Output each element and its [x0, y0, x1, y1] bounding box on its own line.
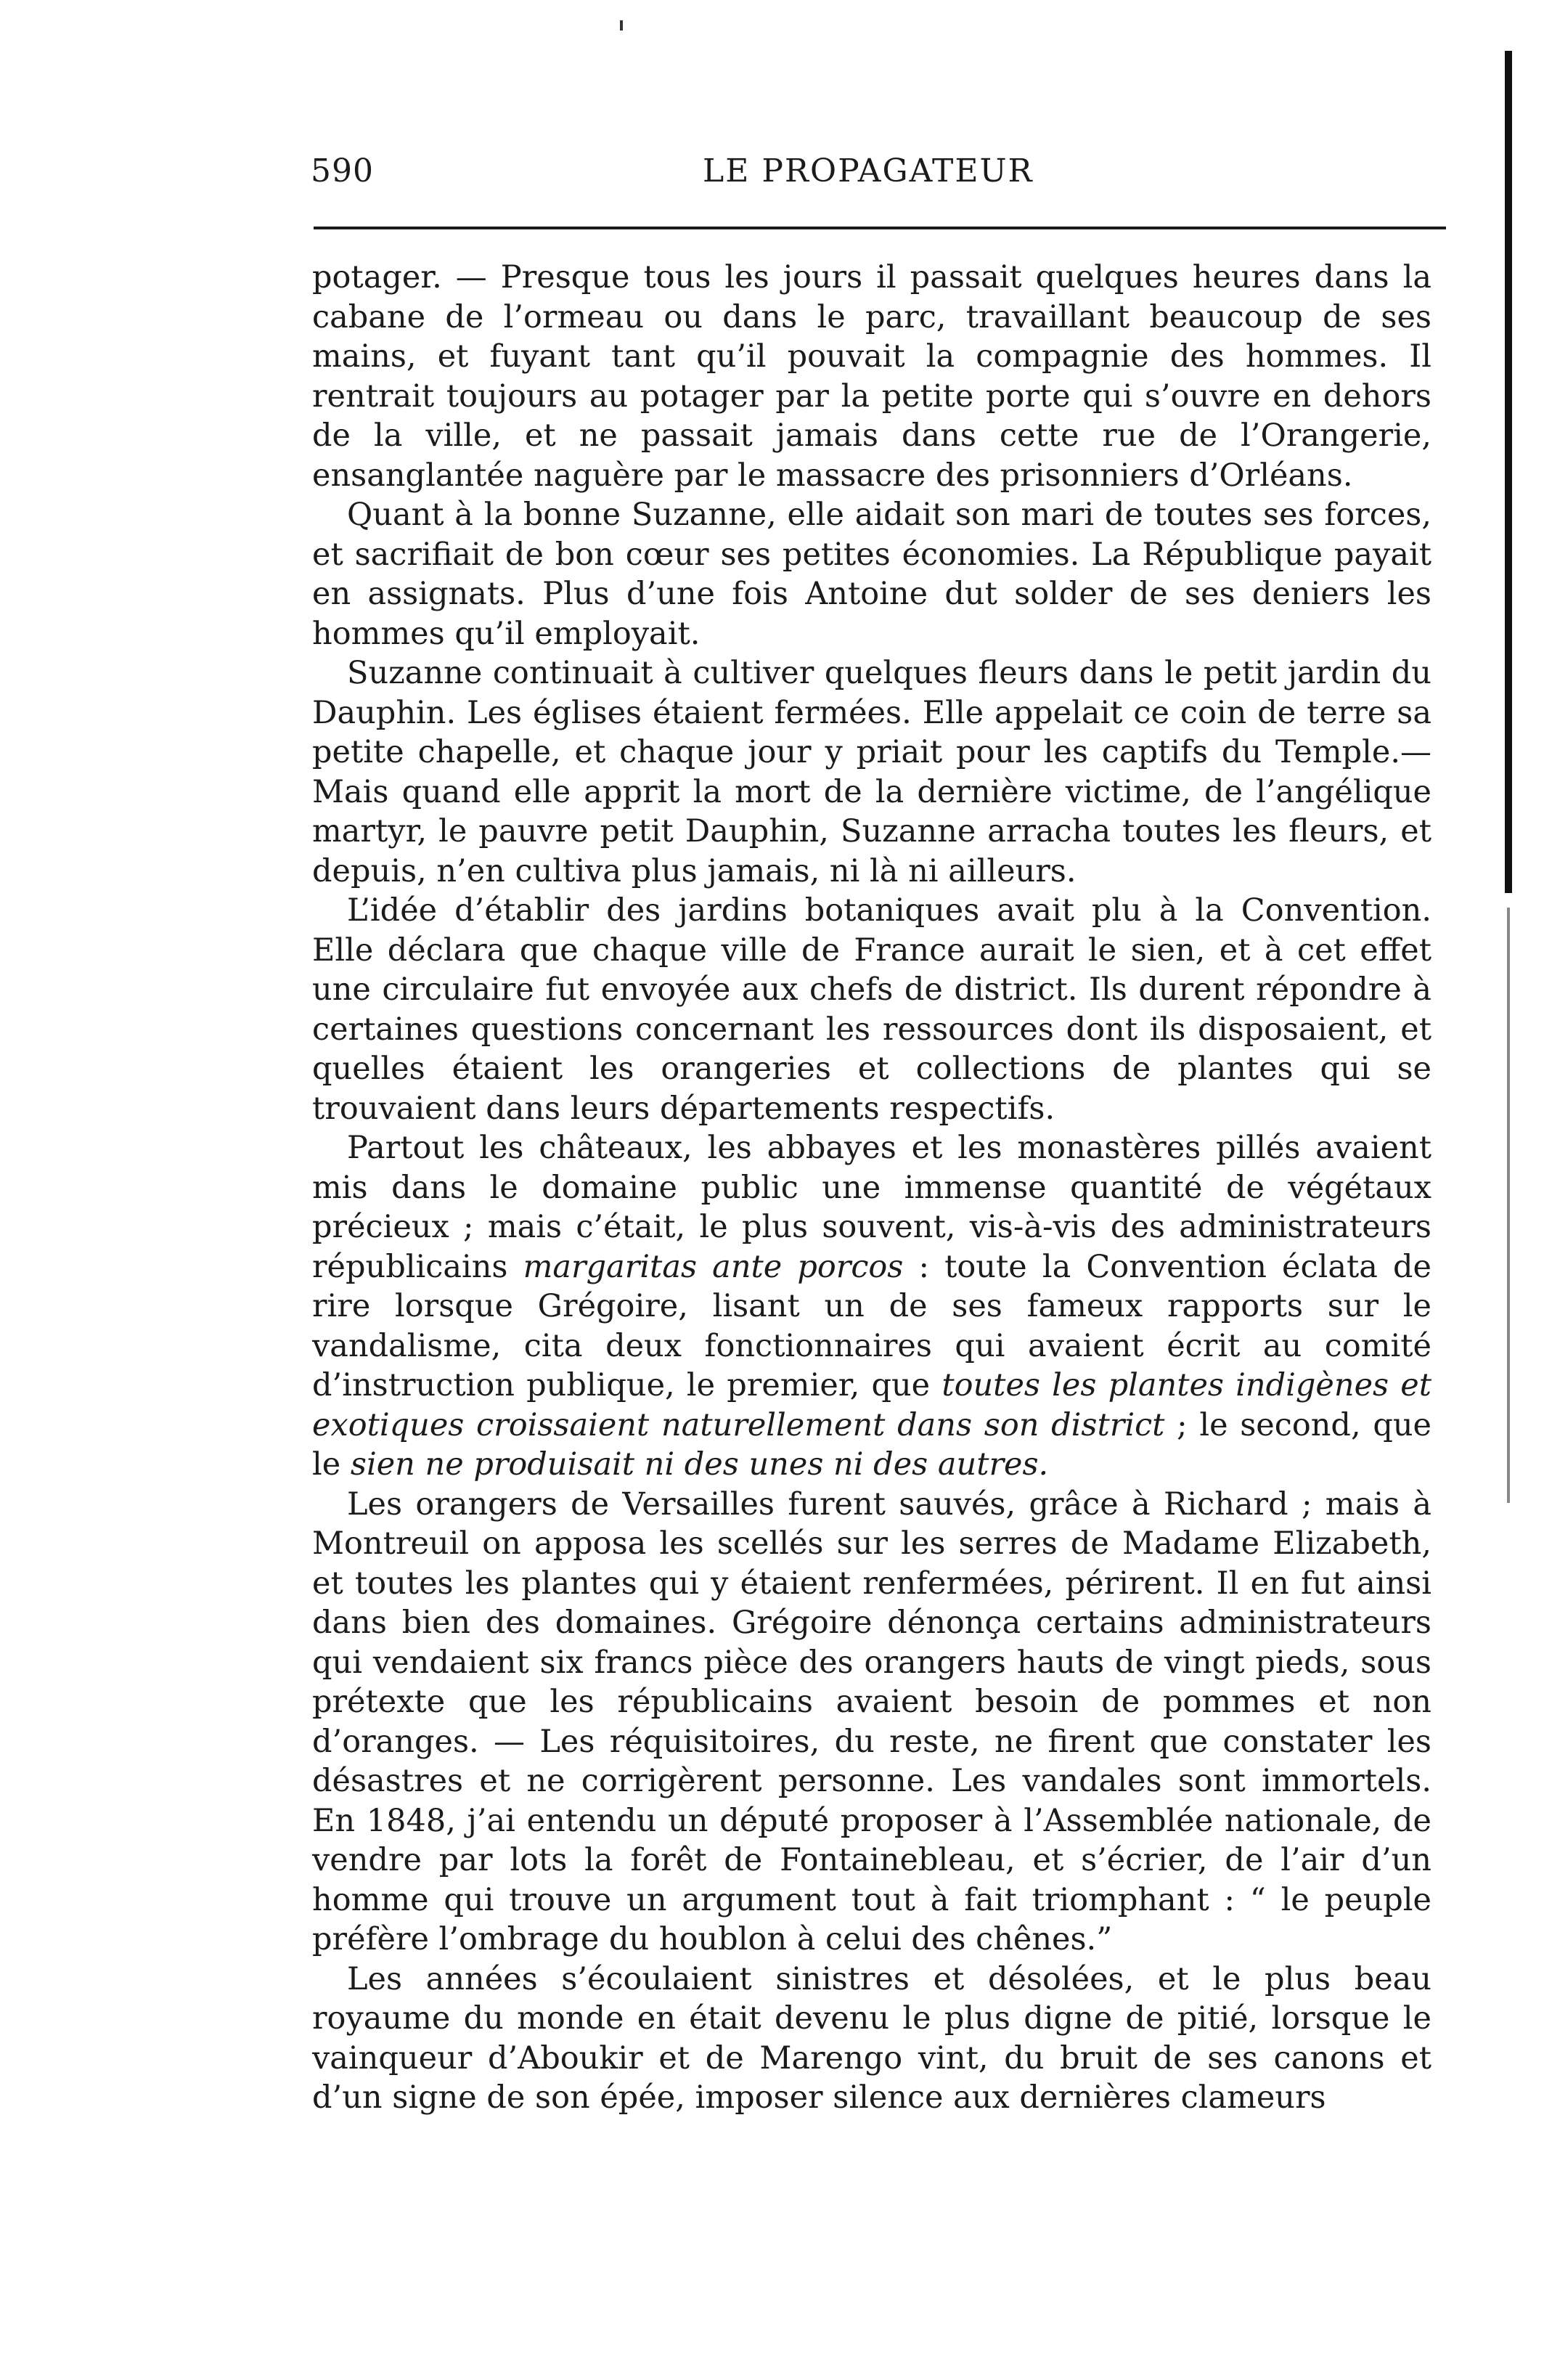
paragraph-2: Quant à la bonne Suzanne, elle aidait son mari de toutes ses forces, et sacrifiait de bon cœur ses petites économies. La République payait en assignats. Plus d’une fois Antoine dut solder de ses deniers les hommes qu’il employait.	[312, 497, 1431, 652]
paragraph-5-part-e: ; le second, que le	[312, 1406, 1431, 1483]
page-number: 590	[311, 152, 374, 189]
page-edge-shadow-lower	[1507, 908, 1510, 1503]
italic-quote-2: sien ne produisait ni des unes ni des autres.	[350, 1446, 1049, 1483]
paragraph-3: Suzanne continuait à cultiver quelques fleurs dans le petit jardin du Dauphin. Les églises étaient fermées. Elle appelait ce coin de terre sa petite chapelle, et chaque jour y priait pour les captifs du Temple.—Mais quand elle apprit la mort de la dernière victime, de l’angélique martyr, le pauvre petit Dauphin, Suzanne arracha toutes les fleurs, et depuis, n’en cultiva plus jamais, ni là ni ailleurs.	[312, 655, 1431, 889]
paragraph-4: L’idée d’établir des jardins botaniques avait plu à la Convention. Elle déclara que chaque ville de France aurait le sien, et à cet effet une circulaire fut envoyée aux chefs de district. Ils durent répondre à certaines questions concernant les ressources dont ils disposaient, et quelles étaient les orangeries et collections de plantes qui se trouvaient dans leurs départements respectifs.	[312, 892, 1431, 1127]
latin-phrase: margaritas ante porcos	[523, 1248, 904, 1285]
italic-quote-1: toutes les plantes indigènes et exotiques croissaient naturellement dans son district	[312, 1367, 1431, 1443]
paragraph-6: Les orangers de Versailles furent sauvés, grâce à Richard ; mais à Montreuil on apposa les scellés sur les serres de Madame Elizabeth, et toutes les plantes qui y étaient renfermées, périrent. Il en fut ainsi dans bien des domaines. Grégoire dénonça certains administrateurs qui vendaient six francs pièce des orangers hauts de vingt pieds, sous prétexte que les républicains avaient besoin de pommes et non d’oranges. — Les réquisitoires, du reste, ne firent que constater les désastres et ne corrigèrent personne. Les vandales sont immortels. En 1848, j’ai entendu un député proposer à l’Assemblée nationale, de vendre par lots la forêt de Fontainebleau, et s’écrier, de l’air d’un homme qui trouve un argument tout à fait triomphant : “ le peuple préfère l’ombrage du houblon à celui des chênes.”	[312, 1486, 1431, 1957]
paragraph-5-part-c: : toute la Convention éclata de rire lorsque Grégoire, lisant un de ses fameux rapports sur le vandalisme, cita deux fonctionnaires qui avaient écrit au comité d’instruction publique, le premier, que	[312, 1248, 1431, 1403]
body-text	[312, 258, 1431, 2118]
paragraph-5-part-a: Partout les châteaux, les abbayes et les monastères pillés avaient mis dans le domaine public une immense quantité de végétaux précieux ; mais c’était, le plus souvent, vis-à-vis des administrateurs républicains	[312, 1130, 1431, 1285]
scan-mark	[620, 20, 623, 30]
header-rule	[314, 227, 1446, 229]
paragraph-7: Les années s’écoulaient sinistres et désolées, et le plus beau royaume du monde en était devenu le plus digne de pitié, lorsque le vainqueur d’Aboukir et de Marengo vint, du bruit de ses canons et d’un signe de son épée, imposer silence aux dernières clameurs	[312, 1960, 1431, 2116]
page-header	[311, 152, 1436, 196]
page-edge-shadow	[1505, 51, 1512, 893]
paragraph-1: potager. — Presque tous les jours il passait quelques heures dans la cabane de l’ormeau ou dans le parc, travaillant beaucoup de ses mains, et fuyant tant qu’il pouvait la compagnie des hommes. Il rentrait toujours au potager par la petite porte qui s’ouvre en dehors de la ville, et ne passait jamais dans cette rue de l’Orangerie, ensanglantée naguère par le massacre des prisonniers d’Orléans.	[312, 259, 1431, 494]
paragraph-5	[312, 1128, 1431, 1485]
running-title: LE PROPAGATEUR	[703, 152, 1034, 189]
